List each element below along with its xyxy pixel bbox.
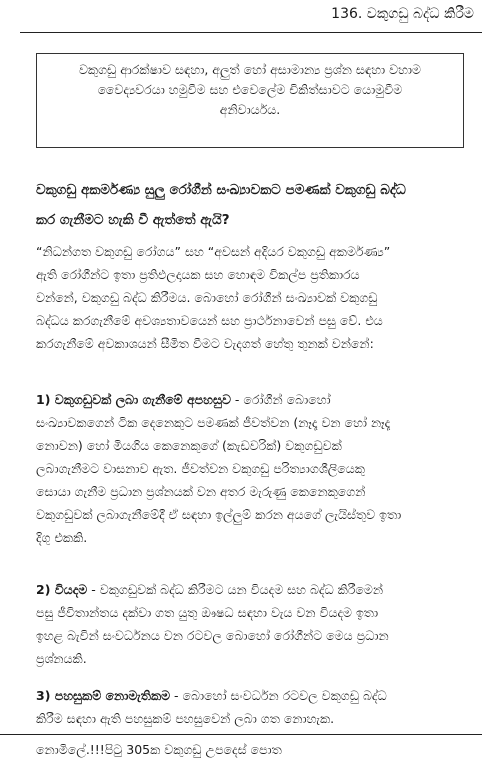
intro-line: කරගැනීමේ අවකාශයන් සීමිත වීමට වැදගත් හේතු තුනක් වන්නේ: — [36, 336, 374, 351]
footer-text: නොමිලේ.!!!පිටු 305ක වකුගඩු උපදෙස් පොත — [36, 742, 282, 757]
reason-3-paragraph — [36, 684, 466, 730]
reason-1-heading: 1) වකුගඩුවක් ලබා ගැනීමේ අපහසුව — [36, 392, 231, 407]
reason-1-line: දිගු එකකි. — [36, 530, 88, 545]
reason-1-line: වකුගඩුවක් ලබාගැනීමේදී ඒ සඳහා ඉල්ලුම් කරන අයගේ ලැයිස්තුව ඉතා — [36, 507, 402, 522]
reason-1-first-line — [36, 388, 466, 411]
reason-2-first-rest: - වකුගඩුවක් බද්ධ කිරීමට යන වියදම සහ බද්ධ කිරීමෙන් — [87, 582, 384, 597]
reason-3-line: කිරීම සඳහා ඇති පහසුකම් පහසුවෙන් ලබා ගත නොහැක. — [36, 711, 335, 726]
page-header — [20, 0, 482, 33]
reason-1-line: සංඛ්‍යාවකගෙන් ටික දෙනෙකුට පමණක් ජීවත්වන (නෑදෑ වන හෝ නෑදෑ — [36, 415, 391, 430]
reason-2-line: ඉහළ බැවින් සංවර්ධනය වන රටවල බොහෝ රෝගීන්ට මෙය ප්‍රධාන — [36, 628, 389, 643]
reason-2-heading: 2) වියදම — [36, 582, 88, 597]
intro-line: “නිධන්ගත වකුගඩු රෝගය” සහ “අවසන් අදියර වකුගඩු අකර්මණ්‍ය” — [36, 244, 391, 259]
intro-line: බද්ධය කරගැනීමේ අවශ්‍යතාවයෙන් සහ ප්‍රාර්ථනාවෙන් පසු වේ. එය — [36, 313, 383, 328]
reason-3-first-line — [36, 684, 466, 707]
reason-1-line: නොවන) හෝ මියගිය කෙනෙකුගේ (කැඩවරික්) වකුගඩුවක් — [36, 438, 342, 453]
footer-rule — [0, 734, 482, 736]
intro-line: වන්නේ, වකුගඩු බද්ධ කිරීමය. බොහෝ රෝගීන් සංඛ්‍යාවක් වකුගඩු — [36, 290, 378, 305]
reason-2-paragraph — [36, 578, 466, 670]
reason-2-line: ප්‍රශ්නයකි. — [36, 651, 87, 666]
reason-1-line: ලබාගැනීමට වාසනාව ඇත. ජීවත්වන වකුගඩු පරිත්‍යාගශීලියෙකු — [36, 461, 365, 476]
notice-line: අනිවාර්යය. — [219, 102, 281, 117]
reason-1-paragraph — [36, 388, 466, 549]
reason-3-first-rest: - බොහෝ සංවර්ධන රටවල වකුගඩු බද්ධ — [170, 688, 387, 703]
reason-1-first-rest: - රෝගීන් බොහෝ — [230, 392, 331, 407]
reason-2-line: පසු ජීවිතාන්තය දක්වා ගත යුතු ඖෂධ සඳහා වැය වන වියදම ඉතා — [36, 605, 379, 620]
page-header-text: 136. වකුගඩු බද්ධ කිරීම — [331, 6, 474, 22]
question-line: කර ගැනීමට හැකි වී ඇත්තේ ඇයි? — [36, 212, 230, 228]
question-line: වකුගඩු අකර්මණ්‍ය සුලු රෝගීන් සංඛ්‍යාවකට පමණක් වකුගඩු බද්ධ — [36, 182, 406, 198]
notice-line: වකුගඩු ආරක්ෂාව සඳහා, අලුත් හෝ අසාමාන්‍ය ප්‍රශ්න සඳහා වහාම — [78, 62, 422, 77]
intro-line: ඇති රෝගීන්ට ඉතා ප්‍රතිඵලදායක සහ හොඳම විකල්ප ප්‍රතිකාරය — [36, 267, 360, 282]
reason-1-line: සොයා ගැනීම ප්‍රධාන ප්‍රශ්නයක් වන අතර මැරුණු කෙනෙකුගෙන් — [36, 484, 366, 499]
notice-box — [36, 53, 464, 148]
reason-2-first-line — [36, 578, 466, 601]
section-question — [36, 175, 466, 235]
notice-line: වෛද්‍යවරයා හමුවීම සහ එවෙලේම චිකිත්සාවට යොමුවීම — [97, 82, 403, 97]
reason-3-heading: 3) පහසුකම් නොමැතිකම — [36, 688, 171, 703]
intro-paragraph — [36, 240, 466, 355]
